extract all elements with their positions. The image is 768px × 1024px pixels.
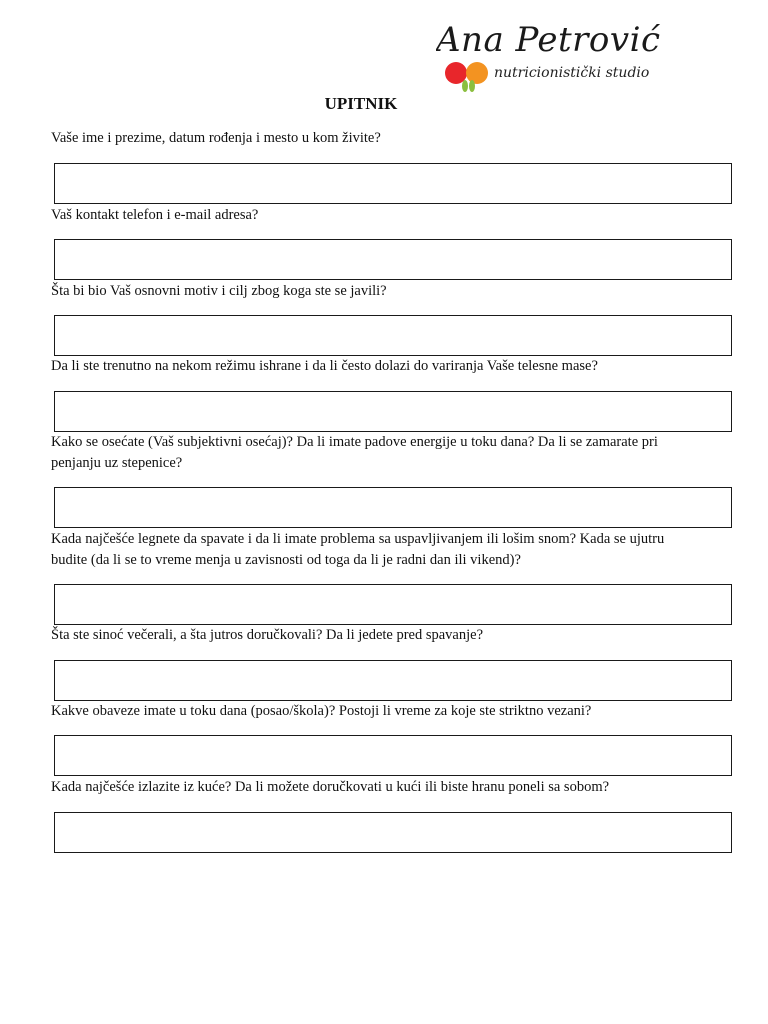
answer-field-5[interactable] [54, 487, 732, 528]
answer-field-7[interactable] [54, 660, 732, 701]
fruit-icon [444, 58, 494, 92]
question-7-label: Šta ste sinoć večerali, a šta jutros doručkovali? Da li jedete pred spavanje? [51, 627, 484, 643]
answer-field-2[interactable] [54, 239, 732, 280]
answer-field-4[interactable] [54, 391, 732, 432]
logo-tagline: nutricionistički studio [494, 65, 650, 81]
question-1-label: Vaše ime i prezime, datum rođenja i mesto u kom živite? [51, 130, 381, 146]
answer-field-8[interactable] [54, 735, 732, 776]
logo-signature: Ana Petrović [436, 20, 661, 60]
document-title: UPITNIK [324, 94, 398, 113]
question-4-label: Da li ste trenutno na nekom režimu ishrane i da li često dolazi do variranja Vaše telesne mase? [51, 358, 598, 374]
question-8-label: Kakve obaveze imate u toku dana (posao/škola)? Postoji li vreme za koje ste striktno vezani? [51, 703, 592, 719]
question-5-label: Kako se osećate (Vaš subjektivni osećaj)? Da li imate padove energije u toku dana? Da li se zamarate pri penjanju uz stepenice? [51, 434, 658, 471]
answer-field-6[interactable] [54, 584, 732, 625]
answer-field-1[interactable] [54, 163, 732, 204]
question-2-label: Vaš kontakt telefon i e-mail adresa? [51, 207, 259, 223]
answer-field-9[interactable] [54, 812, 732, 853]
question-3-label: Šta bi bio Vaš osnovni motiv i cilj zbog koga ste se javili? [51, 283, 387, 299]
studio-logo [436, 18, 668, 94]
question-6-label: Kada najčešće legnete da spavate i da li imate problema sa uspavljivanjem ili lošim snom? Kada se ujutru budite (da li se to vreme menja u zavisnosti od toga da li je radni dan ili vikend)? [51, 531, 665, 568]
question-9-label: Kada najčešće izlazite iz kuće? Da li možete doručkovati u kući ili biste hranu poneli sa sobom? [51, 779, 610, 795]
answer-field-3[interactable] [54, 315, 732, 356]
